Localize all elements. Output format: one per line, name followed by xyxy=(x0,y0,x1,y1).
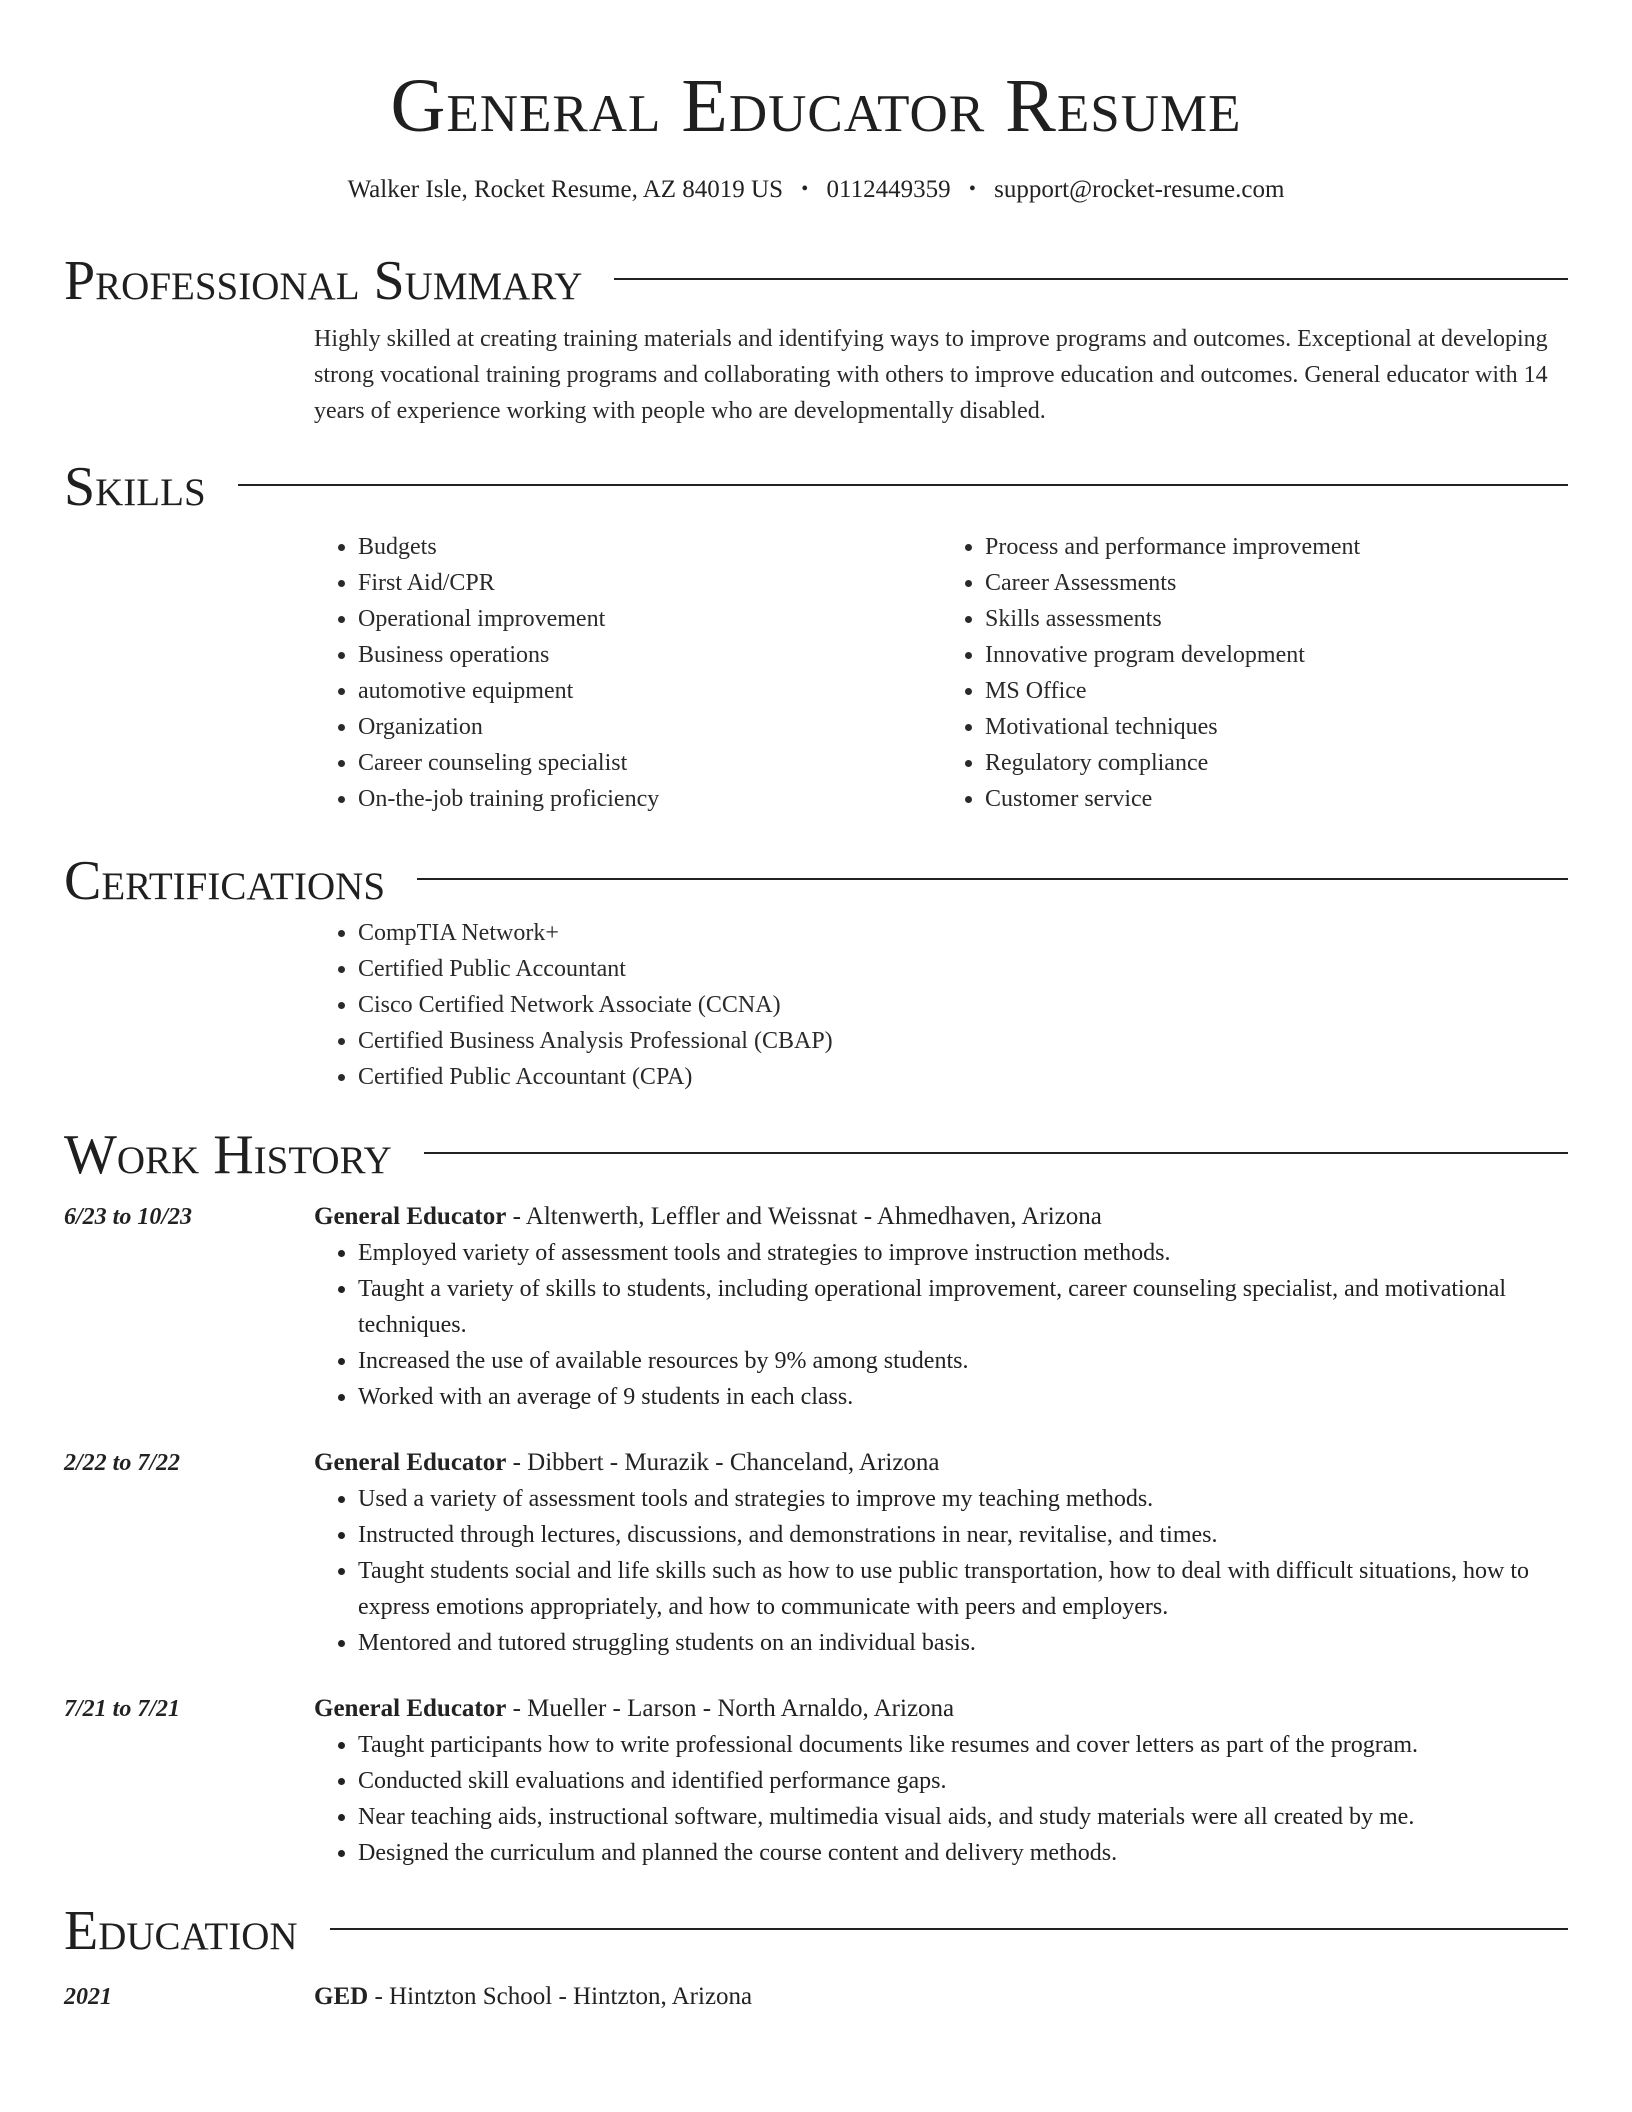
certifications-section-header xyxy=(64,847,1568,915)
skill-item: • Customer service xyxy=(985,781,1568,817)
summary-body xyxy=(314,321,1568,429)
skill-item: • Operational improvement xyxy=(358,601,941,637)
job-entry xyxy=(64,1445,1568,1661)
contact-line xyxy=(64,174,1568,207)
certification-item: • CompTIA Network+ xyxy=(358,915,1568,951)
resume-title: General Educator Resume xyxy=(390,64,1242,148)
section-divider xyxy=(424,1152,1568,1154)
skill-item: • Innovative program development xyxy=(985,637,1568,673)
job-bullet: • Taught a variety of skills to students, including operational improvement, career counseling specialist, and motivational techniques. xyxy=(358,1271,1568,1343)
certification-item: • Certified Business Analysis Professional (CBAP) xyxy=(358,1023,1568,1059)
education-section-header xyxy=(64,1897,1568,1965)
job-employer-location: - Mueller - Larson - North Arnaldo, Arizona xyxy=(506,1695,955,1722)
skill-item: • Career Assessments xyxy=(985,565,1568,601)
summary-text: Highly skilled at creating training materials and identifying ways to improve programs and outcomes. Exceptional at developing strong vocational training programs and collaborating with others to improve education and outcomes. General educator with 14 years of experience working with people who are developmentally disabled. xyxy=(314,326,1548,424)
job-title-line xyxy=(314,1445,1568,1481)
contact-separator: • xyxy=(968,178,976,200)
contact-email: support@rocket-resume.com xyxy=(994,176,1285,203)
skill-item: • First Aid/CPR xyxy=(358,565,941,601)
job-bullet: • Increased the use of available resources by 9% among students. xyxy=(358,1343,1568,1379)
certification-item: • Certified Public Accountant xyxy=(358,951,1568,987)
job-bullets xyxy=(314,1235,1568,1415)
education-degree: GED xyxy=(314,1983,369,2010)
job-title-line xyxy=(314,1691,1568,1727)
job-entry xyxy=(64,1691,1568,1871)
certifications-body xyxy=(314,915,1568,1095)
section-divider xyxy=(614,278,1568,280)
skill-item: • Business operations xyxy=(358,637,941,673)
job-details xyxy=(314,1445,1568,1661)
job-bullet: • Near teaching aids, instructional software, multimedia visual aids, and study materials were all created by me. xyxy=(358,1799,1568,1835)
job-details xyxy=(314,1199,1568,1415)
job-dates: 6/23 to 10/23 xyxy=(64,1204,193,1230)
education-school: - Hintzton School - Hintzton, Arizona xyxy=(368,1983,753,2010)
job-entry xyxy=(64,1199,1568,1415)
skills-list-left xyxy=(314,529,941,817)
contact-separator: • xyxy=(801,178,809,200)
job-bullet: • Conducted skill evaluations and identified performance gaps. xyxy=(358,1763,1568,1799)
job-bullet: • Taught participants how to write professional documents like resumes and cover letters as part of the program. xyxy=(358,1727,1568,1763)
certification-item: • Certified Public Accountant (CPA) xyxy=(358,1059,1568,1095)
skills-section-header xyxy=(64,453,1568,521)
section-divider xyxy=(417,878,1568,880)
job-bullet: • Used a variety of assessment tools and strategies to improve my teaching methods. xyxy=(358,1481,1568,1517)
skill-item: • Organization xyxy=(358,709,941,745)
section-divider xyxy=(330,1928,1568,1930)
skill-item: • Motivational techniques xyxy=(985,709,1568,745)
contact-address: Walker Isle, Rocket Resume, AZ 84019 US xyxy=(347,176,783,203)
education-year: 2021 xyxy=(64,1984,112,2010)
skill-item: • Career counseling specialist xyxy=(358,745,941,781)
skill-item: • automotive equipment xyxy=(358,673,941,709)
skills-body xyxy=(314,529,1568,817)
certification-item: • Cisco Certified Network Associate (CCNA) xyxy=(358,987,1568,1023)
education-entry xyxy=(64,1979,1568,2015)
job-bullet: • Designed the curriculum and planned the course content and delivery methods. xyxy=(358,1835,1568,1871)
certifications-list xyxy=(314,915,1568,1095)
work-section-header xyxy=(64,1121,1568,1189)
section-title-skills: Skills xyxy=(64,456,206,518)
skill-item: • Regulatory compliance xyxy=(985,745,1568,781)
job-details xyxy=(314,1691,1568,1871)
summary-section-header xyxy=(64,247,1568,315)
skills-grid xyxy=(314,529,1568,817)
job-title-line xyxy=(314,1199,1568,1235)
education-details xyxy=(314,1979,1568,2015)
skill-item: • Process and performance improvement xyxy=(985,529,1568,565)
section-title-summary: Professional Summary xyxy=(64,250,583,312)
job-role: General Educator xyxy=(314,1449,507,1476)
job-employer-location: - Altenwerth, Leffler and Weissnat - Ahmedhaven, Arizona xyxy=(506,1203,1102,1230)
skill-item: • MS Office xyxy=(985,673,1568,709)
skill-item: • On-the-job training proficiency xyxy=(358,781,941,817)
section-divider xyxy=(238,484,1568,486)
section-title-work-history: Work History xyxy=(64,1124,392,1186)
job-bullets xyxy=(314,1727,1568,1871)
resume-page xyxy=(64,0,1568,2015)
job-bullet: • Employed variety of assessment tools and strategies to improve instruction methods. xyxy=(358,1235,1568,1271)
job-employer-location: - Dibbert - Murazik - Chanceland, Arizona xyxy=(506,1449,940,1476)
work-history-list xyxy=(64,1199,1568,1871)
contact-phone: 0112449359 xyxy=(826,176,951,203)
section-title-education: Education xyxy=(64,1900,298,1962)
job-bullet: • Worked with an average of 9 students in each class. xyxy=(358,1379,1568,1415)
job-role: General Educator xyxy=(314,1203,507,1230)
skills-list-right xyxy=(941,529,1568,817)
job-bullet: • Mentored and tutored struggling students on an individual basis. xyxy=(358,1625,1568,1661)
job-bullet: • Instructed through lectures, discussions, and demonstrations in near, revitalise, and times. xyxy=(358,1517,1568,1553)
skill-item: • Skills assessments xyxy=(985,601,1568,637)
job-bullets xyxy=(314,1481,1568,1661)
education-list xyxy=(64,1979,1568,2015)
job-bullet: • Taught students social and life skills such as how to use public transportation, how to deal with difficult situations, how to express emotions appropriately, and how to communicate with peers and employers. xyxy=(358,1553,1568,1625)
section-title-certifications: Certifications xyxy=(64,850,386,912)
skill-item: • Budgets xyxy=(358,529,941,565)
job-dates: 2/22 to 7/22 xyxy=(64,1450,181,1476)
job-dates: 7/21 to 7/21 xyxy=(64,1696,181,1722)
job-role: General Educator xyxy=(314,1695,507,1722)
